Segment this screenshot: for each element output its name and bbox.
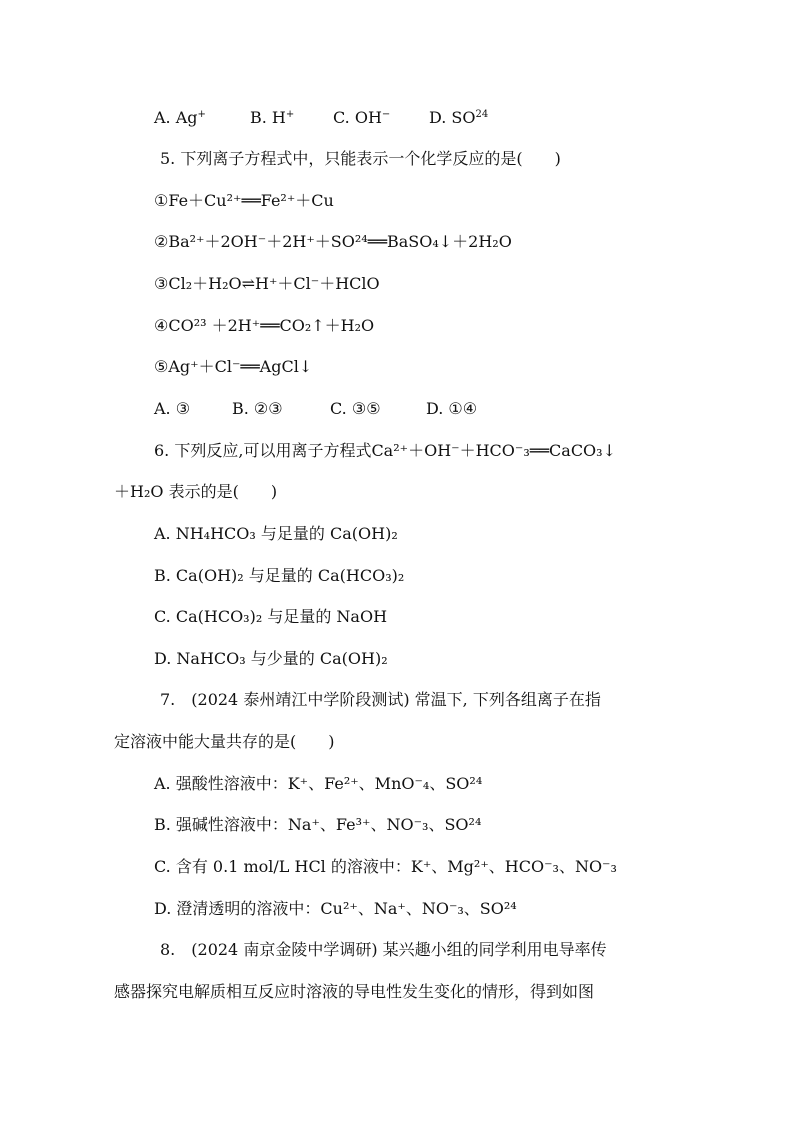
q6-option-d: D. NaHCO₃ 与少量的 Ca(OH)₂ — [154, 649, 388, 668]
q5-options — [154, 398, 477, 420]
q8-stem-line-1: 8. (2024 南京金陵中学调研) 某兴趣小组的同学利用电导率传 — [160, 940, 607, 959]
q7-option-a: A. 强酸性溶液中：K⁺、Fe²⁺、MnO⁻₄、SO²⁴ — [154, 774, 483, 793]
q5-stem: 5. 下列离子方程式中，只能表示一个化学反应的是( ) — [160, 149, 561, 168]
q4-option-c: C. OH− — [333, 108, 391, 127]
q7-stem-line-2: 定溶液中能大量共存的是( ) — [114, 732, 335, 751]
q7-option-c: C. 含有 0.1 mol/L HCl 的溶液中：K⁺、Mg²⁺、HCO⁻₃、NO⁻₃ — [154, 857, 617, 876]
q5-equation-2: ②Ba²⁺＋2OH⁻＋2H⁺＋SO²⁴══BaSO₄↓＋2H₂O — [154, 232, 512, 251]
q4-options — [154, 107, 488, 129]
q8-stem-line-2: 感器探究电解质相互反应时溶液的导电性发生变化的情形，得到如图 — [114, 982, 595, 1001]
q5-option-a: A. ③ — [154, 399, 191, 418]
q6-stem-line-1: 6. 下列反应,可以用离子方程式Ca²⁺＋OH⁻＋HCO⁻₃══CaCO₃↓ — [154, 441, 616, 460]
q6-stem-line-2: ＋H₂O 表示的是( ) — [114, 482, 278, 501]
q4-option-d: D. SO$^{24}$ — [429, 108, 489, 127]
q5-equation-5: ⑤Ag⁺＋Cl⁻══AgCl↓ — [154, 357, 313, 376]
q7-option-b: B. 强碱性溶液中：Na⁺、Fe³⁺、NO⁻₃、SO²⁴ — [154, 815, 482, 834]
q4-option-a: A. Ag+ — [154, 108, 206, 127]
q6-option-c: C. Ca(HCO₃)₂ 与足量的 NaOH — [154, 607, 388, 626]
q5-equation-1: ①Fe＋Cu²⁺══Fe²⁺＋Cu — [154, 191, 334, 210]
q7-stem-line-1: 7. (2024 泰州靖江中学阶段测试) 常温下, 下列各组离子在指 — [160, 690, 601, 709]
q5-option-c: C. ③⑤ — [330, 399, 381, 418]
q6-option-b: B. Ca(OH)₂ 与足量的 Ca(HCO₃)₂ — [154, 566, 405, 585]
q4-option-b: B. H+ — [250, 108, 295, 127]
q7-option-d: D. 澄清透明的溶液中：Cu²⁺、Na⁺、NO⁻₃、SO²⁴ — [154, 899, 517, 918]
q5-equation-3: ③Cl₂＋H₂O⇌H⁺＋Cl⁻＋HClO — [154, 274, 380, 293]
q5-option-b: B. ②③ — [232, 399, 283, 418]
q5-option-d: D. ①④ — [426, 399, 478, 418]
q5-equation-4: ④CO²³ ＋2H⁺══CO₂↑＋H₂O — [154, 316, 375, 335]
q6-option-a: A. NH₄HCO₃ 与足量的 Ca(OH)₂ — [154, 524, 398, 543]
